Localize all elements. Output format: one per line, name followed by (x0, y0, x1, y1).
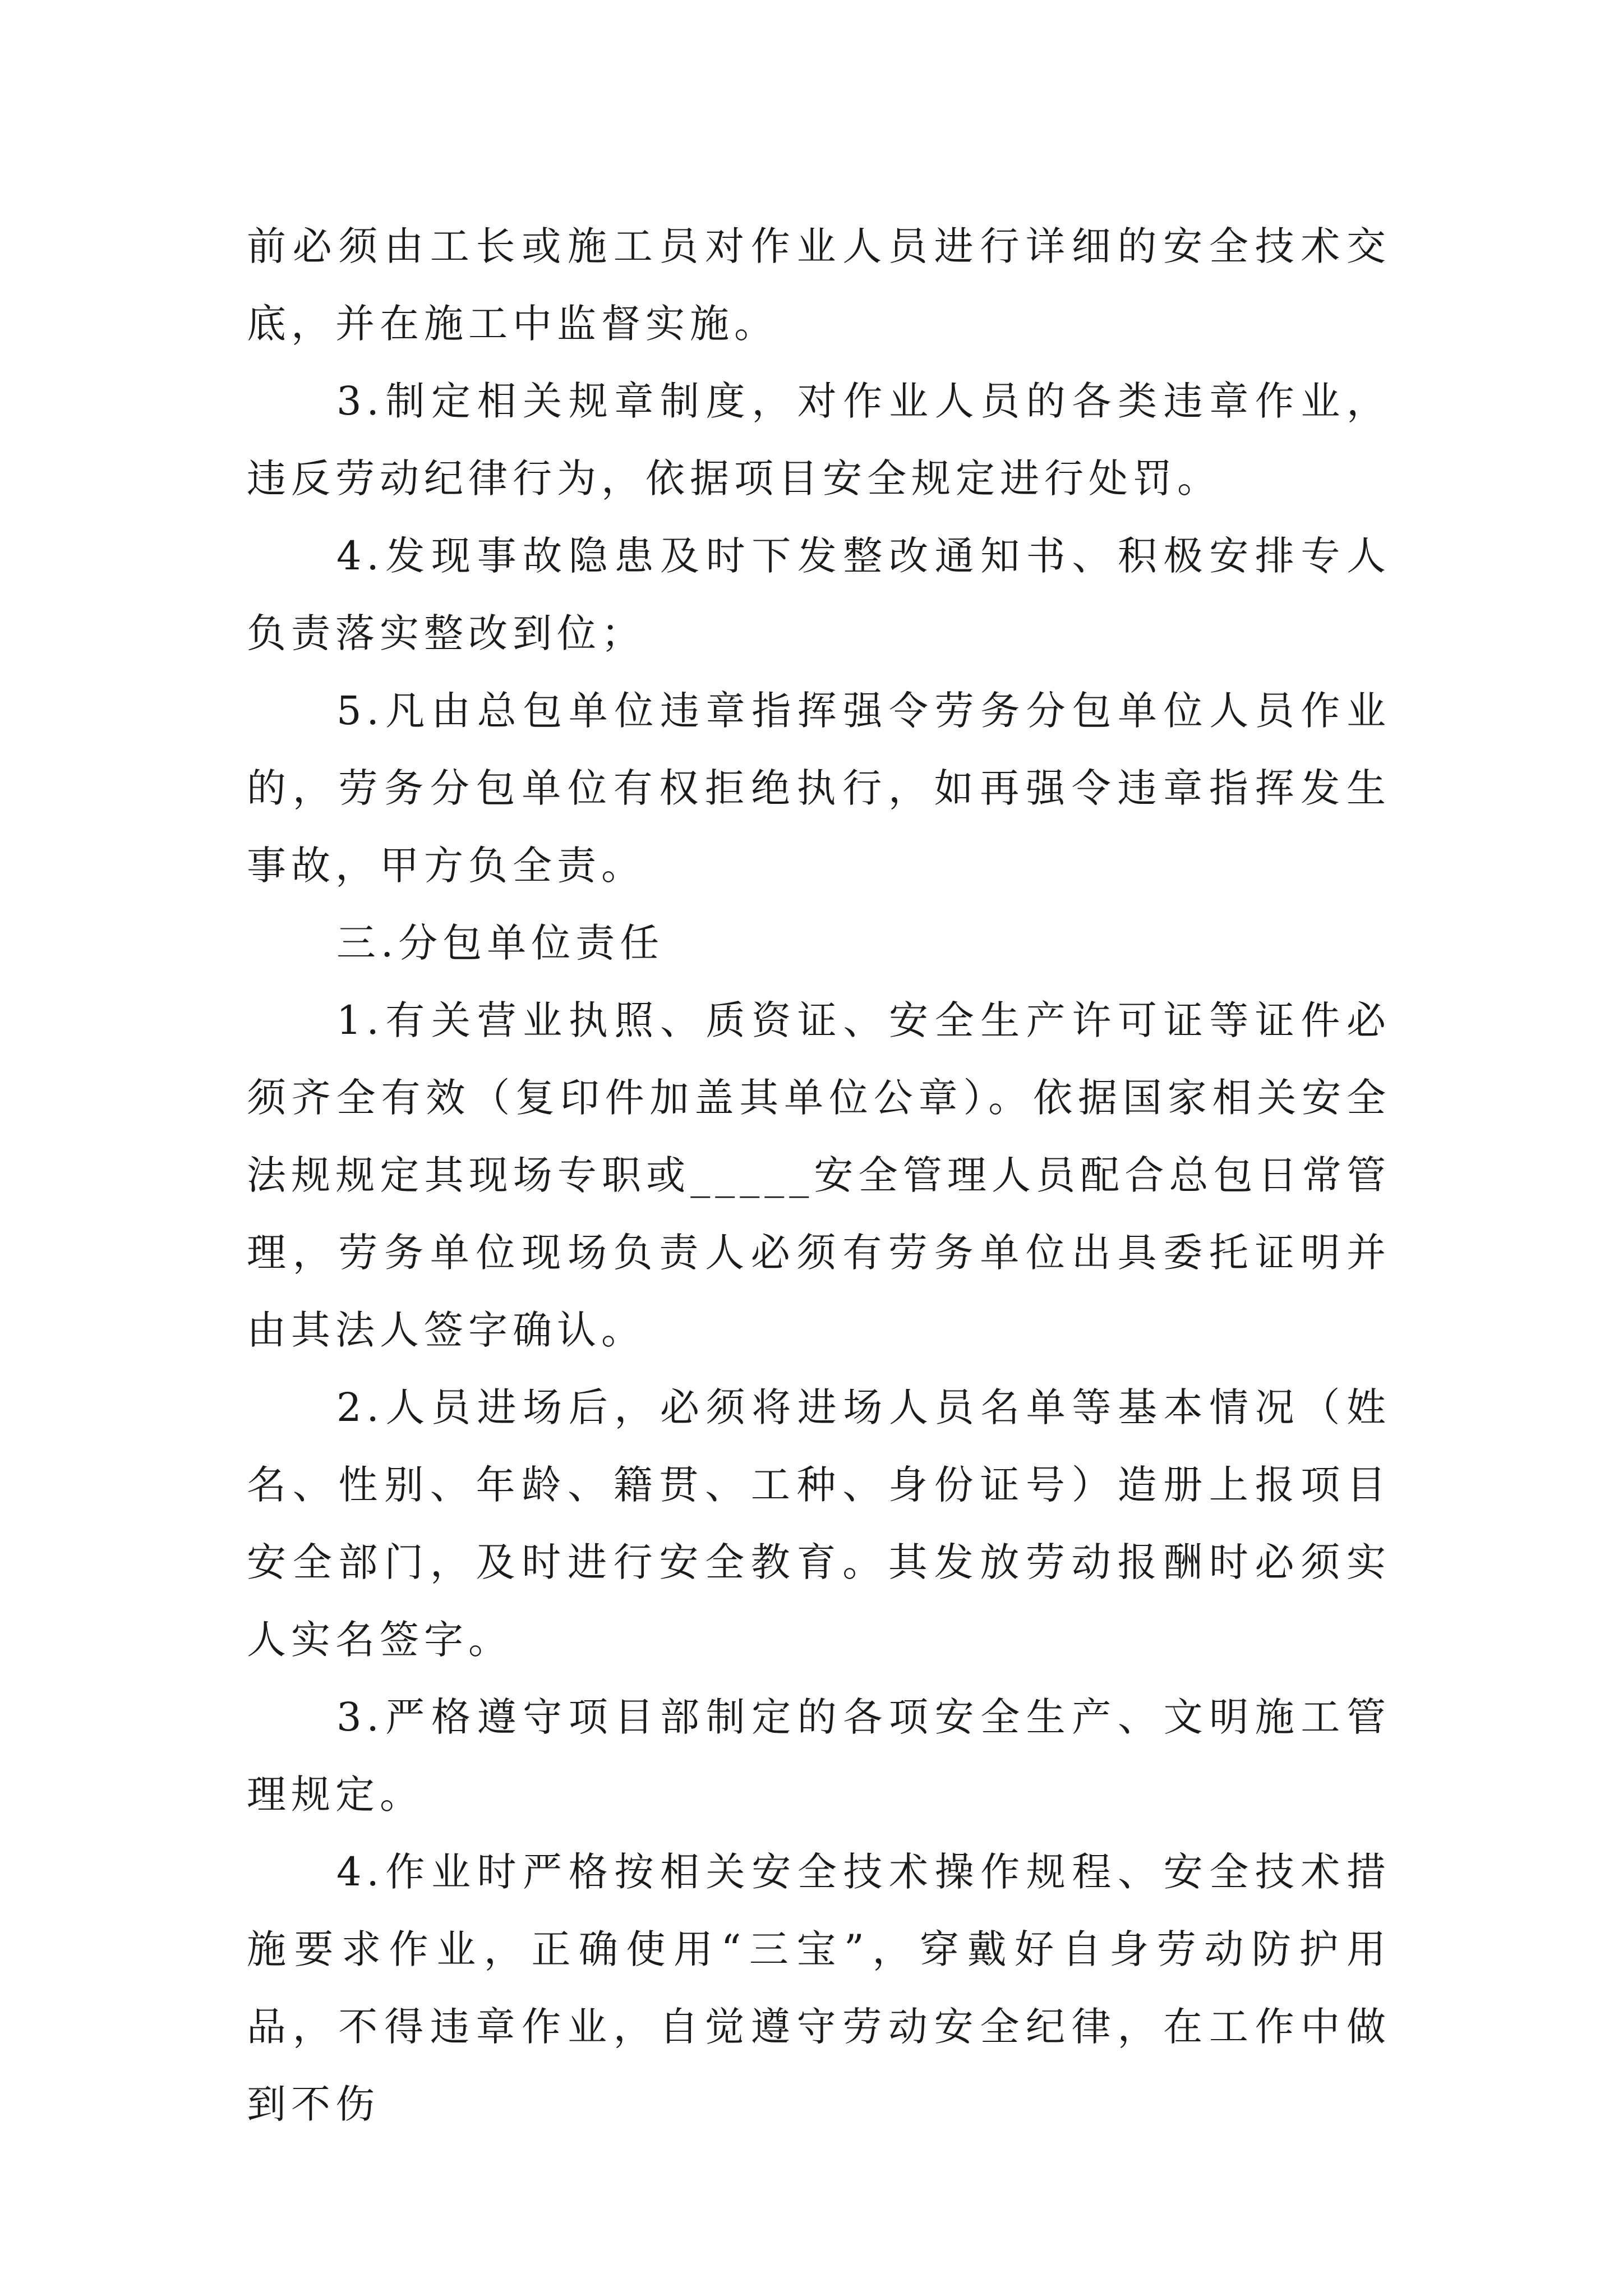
paragraph-4: 5.凡由总包单位违章指挥强令劳务分包单位人员作业的，劳务分包单位有权拒绝执行，如再强令违章指挥发生事故，甲方负全责。 (247, 688, 1391, 889)
paragraph-1: 前必须由工长或施工员对作业人员进行详细的安全技术交底，并在施工中监督实施。 (247, 223, 1391, 347)
paragraph-3: 4.发现事故隐患及时下发整改通知书、积极安排专人负责落实整改到位； (247, 533, 1391, 656)
paragraph-8: 4.作业时严格按相关安全技术操作规程、安全技术措施要求作业，正确使用“三宝”，穿戴好自身劳动防护用品，不得违章作业，自觉遵守劳动安全纪律，在工作中做到不伤 (247, 1849, 1391, 2127)
paragraph-7: 3.严格遵守项目部制定的各项安全生产、文明施工管理规定。 (247, 1694, 1391, 1818)
paragraph-5: 1.有关营业执照、质资证、安全生产许可证等证件必须齐全有效（复印件加盖其单位公章）。依据国家相关安全法规规定其现场专职或_____安全管理人员配合总包日常管理，劳务单位现场负责人必须有劳务单位出具委托证明并由其法人签字确认。 (247, 997, 1391, 1353)
body-text (247, 208, 1391, 2143)
paragraph-6: 2.人员进场后，必须将进场人员名单等基本情况（姓名、性别、年龄、籍贯、工种、身份证号）造册上报项目安全部门，及时进行安全教育。其发放劳动报酬时必须实人实名签字。 (247, 1384, 1391, 1663)
paragraph-2: 3.制定相关规章制度，对作业人员的各类违章作业，违反劳动纪律行为，依据项目安全规定进行处罚。 (247, 378, 1391, 501)
section-heading: 三.分包单位责任 (336, 920, 665, 966)
